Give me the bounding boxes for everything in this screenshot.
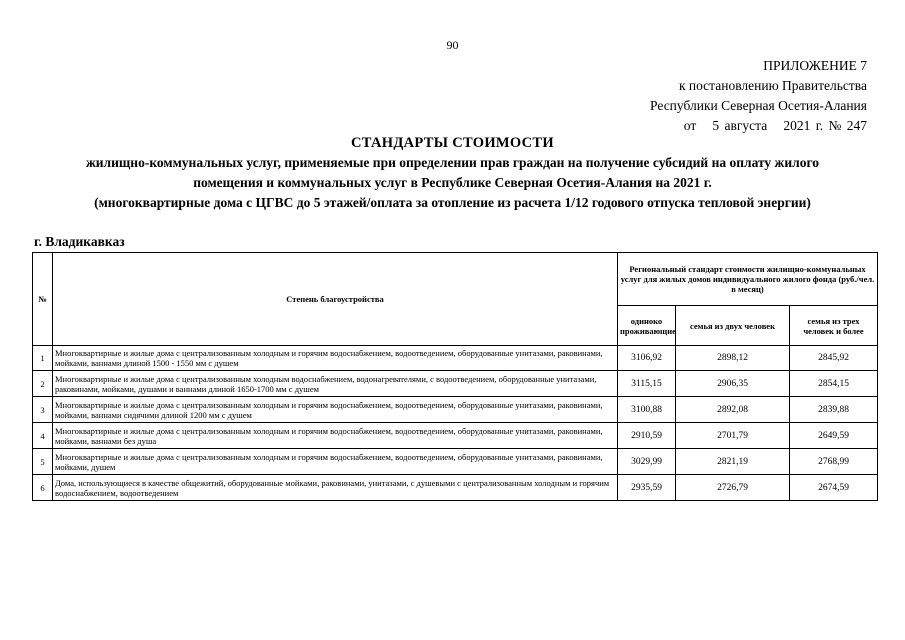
row-number: 4 xyxy=(33,423,53,449)
table-row xyxy=(33,397,878,423)
row-number: 5 xyxy=(33,449,53,475)
row-number: 3 xyxy=(33,397,53,423)
row-number: 1 xyxy=(33,346,53,371)
document-subtitle-line-3: (многоквартирные дома с ЦГВС до 5 этажей/оплата за отопление из расчета 1/12 годового отпуска тепловой энергии) xyxy=(94,195,811,210)
value-two-persons: 2898,12 xyxy=(676,346,790,371)
header-two-persons: семья из двух человек xyxy=(676,306,790,346)
row-description: Многоквартирные и жилые дома с централизованным холодным и горячим водоснабжением, водоотведением, оборудованные унитазами, раковинами, мойками, ваннами длиной 1500 - 1550 мм с душем xyxy=(53,346,618,371)
table-row xyxy=(33,423,878,449)
value-three-persons: 2839,88 xyxy=(790,397,878,423)
row-description: Многоквартирные и жилые дома с централизованным холодным и горячим водоснабжением, водоотведением, оборудованные унитазами, раковинами, мойками, ваннами без душа xyxy=(53,423,618,449)
row-description: Многоквартирные и жилые дома с централизованным холодным и горячим водоснабжением, водоотведением, оборудованные унитазами, раковинами, мойками, ваннами сидячими длиной 1200 мм с душем xyxy=(53,397,618,423)
appendix-line-3: от 5 августа 2021 г. № 247 xyxy=(683,118,867,133)
value-two-persons: 2906,35 xyxy=(676,371,790,397)
table-row xyxy=(33,475,878,501)
appendix-line-2: Республики Северная Осетия-Алания xyxy=(650,98,867,113)
table-row xyxy=(33,371,878,397)
value-single: 3029,99 xyxy=(618,449,676,475)
value-three-persons: 2768,99 xyxy=(790,449,878,475)
document-subtitle-line-1: жилищно-коммунальных услуг, применяемые при определении прав граждан на получение субсидий на оплату жилого xyxy=(85,155,819,170)
header-description: Степень благоустройства xyxy=(53,253,618,346)
value-three-persons: 2854,15 xyxy=(790,371,878,397)
value-single: 3106,92 xyxy=(618,346,676,371)
value-single: 3115,15 xyxy=(618,371,676,397)
header-regional-standard: Региональный стандарт стоимости жилищно-коммунальных услуг для жилых домов индивидуального жилого фонда (руб./чел. в месяц) xyxy=(618,253,878,306)
value-two-persons: 2726,79 xyxy=(676,475,790,501)
row-number: 6 xyxy=(33,475,53,501)
header-single: одиноко проживающие xyxy=(618,306,676,346)
value-single: 2910,59 xyxy=(618,423,676,449)
page-number: 90 xyxy=(446,38,459,52)
table-row xyxy=(33,449,878,475)
appendix-title: ПРИЛОЖЕНИЕ 7 xyxy=(763,58,867,73)
value-three-persons: 2845,92 xyxy=(790,346,878,371)
value-three-persons: 2649,59 xyxy=(790,423,878,449)
row-description: Дома, использующиеся в качестве общежитий, оборудованные мойками, раковинами, унитазами, с душевыми с централизованным холодным и горячим водоснабжением, водоотведением xyxy=(53,475,618,501)
value-two-persons: 2821,19 xyxy=(676,449,790,475)
document-title: СТАНДАРТЫ СТОИМОСТИ xyxy=(351,135,554,151)
appendix-line-1: к постановлению Правительства xyxy=(678,78,867,93)
value-two-persons: 2701,79 xyxy=(676,423,790,449)
value-single: 3100,88 xyxy=(618,397,676,423)
header-three-persons: семья из трех человек и более xyxy=(790,306,878,346)
row-description: Многоквартирные и жилые дома с централизованным холодным водоснабжением, водонагревателями, с водоотведением, оборудованные унитазами, раковинами, мойками, душами и ваннами длиной 1650-1700 мм с душем xyxy=(53,371,618,397)
header-number: № xyxy=(33,253,53,346)
value-two-persons: 2892,08 xyxy=(676,397,790,423)
value-three-persons: 2674,59 xyxy=(790,475,878,501)
row-number: 2 xyxy=(33,371,53,397)
document-subtitle-line-2: помещения и коммунальных услуг в Республике Северная Осетия-Алания на 2021 г. xyxy=(193,175,712,190)
city-label: г. Владикавказ xyxy=(34,234,125,249)
value-single: 2935,59 xyxy=(618,475,676,501)
table-row xyxy=(33,346,878,371)
standards-table xyxy=(32,252,878,501)
row-description: Многоквартирные и жилые дома с централизованным холодным и горячим водоснабжением, водоотведением, оборудованные унитазами, раковинами, мойками, душем xyxy=(53,449,618,475)
